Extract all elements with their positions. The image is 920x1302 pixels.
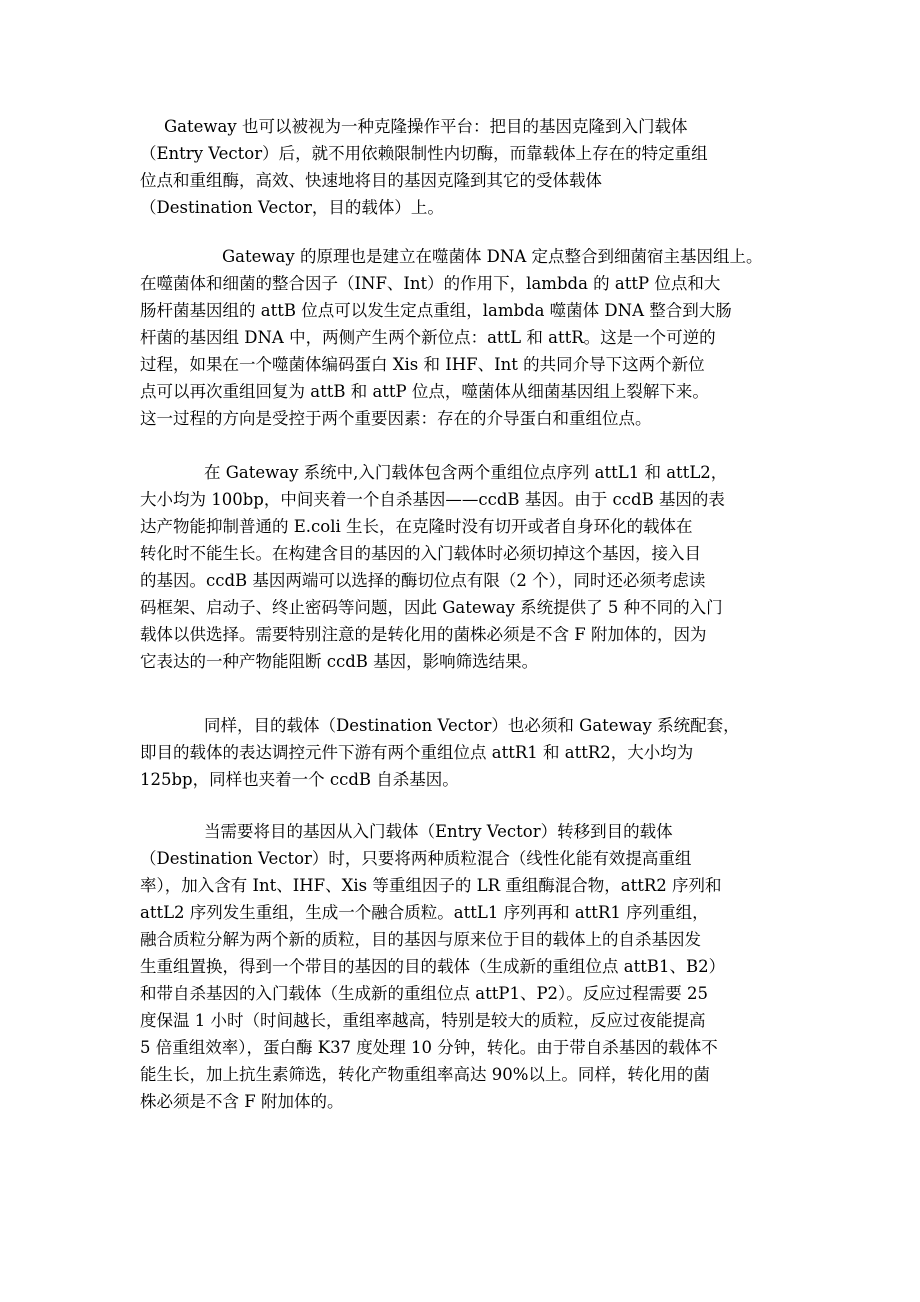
paragraph-line: 5 倍重组效率），蛋白酶 K37 度处理 10 分钟，转化。由于带自杀基因的载体不	[140, 1038, 718, 1057]
paragraph-line: 融合质粒分解为两个新的质粒，目的基因与原来位于目的载体上的自杀基因发	[140, 930, 701, 949]
paragraph-line: 码框架、启动子、终止密码等问题，因此 Gateway 系统提供了 5 种不同的入门	[140, 598, 723, 617]
paragraph-line: （Entry Vector）后，就不用依赖限制性内切酶，而靠载体上存在的特定重组	[140, 144, 708, 163]
paragraph-line: 杆菌的基因组 DNA 中，两侧产生两个新位点：attL 和 attR。这是一个可逆的	[140, 328, 716, 347]
paragraph-line: attL2 序列发生重组，生成一个融合质粒。attL1 序列再和 attR1 序列重组，	[140, 903, 709, 922]
paragraph-line: 的基因。ccdB 基因两端可以选择的酶切位点有限（2 个），同时还必须考虑读	[140, 571, 706, 590]
paragraph-line: 点可以再次重组回复为 attB 和 attP 位点，噬菌体从细菌基因组上裂解下来。	[140, 382, 709, 401]
paragraph-line: 肠杆菌基因组的 attB 位点可以发生定点重组，lambda 噬菌体 DNA 整合到大肠	[140, 301, 732, 320]
paragraph-line: （Destination Vector）时，只要将两种质粒混合（线性化能有效提高重组	[140, 849, 692, 868]
paragraph-line: Gateway 的原理也是建立在噬菌体 DNA 定点整合到细菌宿主基因组上。	[222, 247, 763, 266]
paragraph-line: 它表达的一种产物能阻断 ccdB 基因，影响筛选结果。	[140, 652, 539, 671]
paragraph-line: 度保温 1 小时（时间越长，重组率越高，特别是较大的质粒，反应过夜能提高	[140, 1011, 706, 1030]
paragraph-line: 能生长，加上抗生素筛选，转化产物重组率高达 90%以上。同样，转化用的菌	[140, 1065, 710, 1084]
paragraph-line: 载体以供选择。需要特别注意的是转化用的菌株必须是不含 F 附加体的，因为	[140, 625, 707, 644]
paragraph-line: 率），加入含有 Int、IHF、Xis 等重组因子的 LR 重组酶混合物，attR2 序列和	[140, 876, 722, 895]
paragraph-line: 大小均为 100bp，中间夹着一个自杀基因——ccdB 基因。由于 ccdB 基因的表	[140, 490, 725, 509]
paragraph-line: 在噬菌体和细菌的整合因子（INF、Int）的作用下，lambda 的 attP 位点和大	[140, 274, 721, 293]
paragraph-line: 在 Gateway 系统中,入门载体包含两个重组位点序列 attL1 和 attL2，	[204, 463, 728, 482]
paragraph-line: 株必须是不含 F 附加体的。	[140, 1092, 344, 1111]
paragraph-line: 当需要将目的基因从入门载体（Entry Vector）转移到目的载体	[204, 822, 673, 841]
paragraph-line: 生重组置换，得到一个带目的基因的目的载体（生成新的重组位点 attB1、B2）	[140, 957, 726, 976]
paragraph-line: 和带自杀基因的入门载体（生成新的重组位点 attP1、P2）。反应过程需要 25	[140, 984, 709, 1003]
paragraph-line: 125bp，同样也夹着一个 ccdB 自杀基因。	[140, 770, 459, 789]
paragraph-line: （Destination Vector，目的载体）上。	[140, 198, 444, 217]
paragraph-line: 达产物能抑制普通的 E.coli 生长，在克隆时没有切开或者自身环化的载体在	[140, 517, 693, 536]
paragraph-line: 转化时不能生长。在构建含目的基因的入门载体时必须切掉这个基因，接入目	[140, 544, 701, 563]
paragraph-line: 同样，目的载体（Destination Vector）也必须和 Gateway 系统配套，	[204, 716, 740, 735]
paragraph-line: 过程，如果在一个噬菌体编码蛋白 Xis 和 IHF、Int 的共同介导下这两个新位	[140, 355, 705, 374]
paragraph-line: 即目的载体的表达调控元件下游有两个重组位点 attR1 和 attR2，大小均为	[140, 743, 694, 762]
paragraph-line: Gateway 也可以被视为一种克隆操作平台：把目的基因克隆到入门载体	[164, 117, 688, 136]
paragraph-line: 位点和重组酶，高效、快速地将目的基因克隆到其它的受体载体	[140, 171, 602, 190]
paragraph-line: 这一过程的方向是受控于两个重要因素：存在的介导蛋白和重组位点。	[140, 409, 652, 428]
